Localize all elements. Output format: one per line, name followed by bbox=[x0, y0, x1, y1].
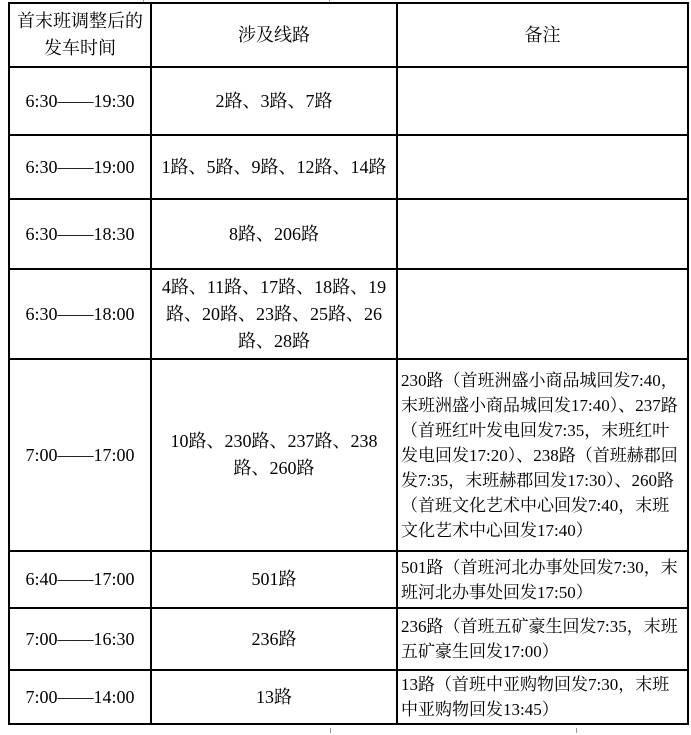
note-cell: 13路（首班中亚购物回发7:30，末班中亚购物回发13:45） bbox=[397, 670, 688, 724]
table-row bbox=[9, 359, 688, 551]
note-cell: 501路（首班河北办事处回发7:30，末班河北办事处回发17:50） bbox=[397, 551, 688, 608]
col-header-time: 首末班调整后的发车时间 bbox=[9, 3, 151, 67]
routes-cell: 2路、3路、7路 bbox=[151, 67, 397, 135]
col-header-note: 备注 bbox=[397, 3, 688, 67]
col-header-routes: 涉及线路 bbox=[151, 3, 397, 67]
routes-cell: 236路 bbox=[151, 608, 397, 670]
routes-cell: 4路、11路、17路、18路、19路、20路、23路、25路、26路、28路 bbox=[151, 269, 397, 359]
time-cell: 6:30——19:00 bbox=[9, 135, 151, 199]
time-cell: 6:30——18:30 bbox=[9, 199, 151, 269]
time-cell: 7:00——17:00 bbox=[9, 359, 151, 551]
time-cell: 7:00——14:00 bbox=[9, 670, 151, 724]
gridline-stub bbox=[576, 728, 577, 733]
time-cell: 6:40——17:00 bbox=[9, 551, 151, 608]
note-cell bbox=[397, 67, 688, 135]
time-cell: 6:30——18:00 bbox=[9, 269, 151, 359]
routes-cell: 8路、206路 bbox=[151, 199, 397, 269]
table-row bbox=[9, 670, 688, 724]
gridline-stub bbox=[330, 728, 331, 733]
table-row bbox=[9, 269, 688, 359]
table-row bbox=[9, 199, 688, 269]
note-cell bbox=[397, 269, 688, 359]
note-cell: 230路（首班洲盛小商品城回发7:40，末班洲盛小商品城回发17:40）、237路（首班红叶发电回发7:35，末班红叶发电回发17:20）、238路（首班赫郡回发7:35，末班赫郡回发17:30）、260路（首班文化艺术中心回发7:40，末班文化艺术中心回发17:40） bbox=[397, 359, 688, 551]
routes-cell: 13路 bbox=[151, 670, 397, 724]
time-cell: 7:00——16:30 bbox=[9, 608, 151, 670]
time-cell: 6:30——19:30 bbox=[9, 67, 151, 135]
header-row bbox=[9, 3, 688, 67]
table-row bbox=[9, 135, 688, 199]
routes-cell: 501路 bbox=[151, 551, 397, 608]
routes-cell: 10路、230路、237路、238路、260路 bbox=[151, 359, 397, 551]
note-cell bbox=[397, 135, 688, 199]
note-cell bbox=[397, 199, 688, 269]
table-row bbox=[9, 608, 688, 670]
routes-cell: 1路、5路、9路、12路、14路 bbox=[151, 135, 397, 199]
note-cell: 236路（首班五矿豪生回发7:35，末班五矿豪生回发17:00） bbox=[397, 608, 688, 670]
table-row bbox=[9, 551, 688, 608]
bus-schedule-table bbox=[8, 2, 689, 725]
table-row bbox=[9, 67, 688, 135]
